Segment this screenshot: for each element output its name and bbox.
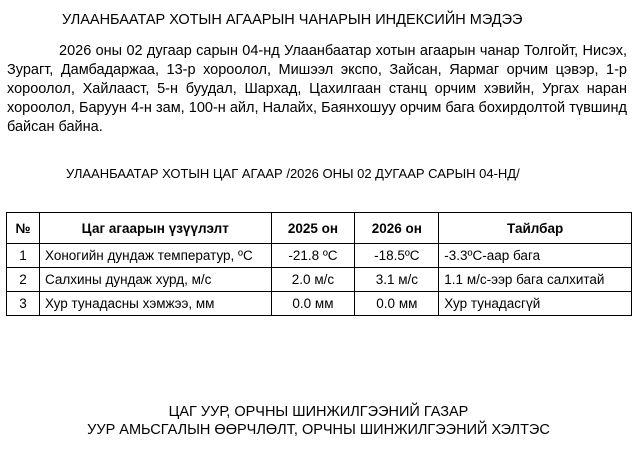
row-number: 2: [7, 268, 40, 292]
row-note: 1.1 м/с-ээр бага салхитай: [439, 268, 632, 292]
row-value-2026: 0.0 мм: [355, 292, 439, 316]
row-value-2026: 3.1 м/с: [355, 268, 439, 292]
summary-text: 2026 оны 02 дугаар сарын 04-нд Улаанбаатар хотын агаарын чанар Толгойт, Нисэх, Зурагт, Дамбадаржаа, 13-р хороолол, Мишээл экспо, Зайсан, Яармаг орчим цэвэр, 1-р хороолол, Хайлааст, 5-н буудал, Шархад, Цахилгаан станц орчим хэвийн, Ургах наран хороолол, Баруун 4-н зам, 100-н айл, Налайх, Баянхошуу орчим бага бохирдолтой түвшинд байсан байна.: [7, 43, 627, 135]
header-indicator: Цаг агаарын үзүүлэлт: [39, 213, 271, 244]
document-title: УЛААНБААТАР ХОТЫН АГААРЫН ЧАНАРЫН ИНДЕКСИЙН МЭДЭЭ: [62, 12, 523, 28]
row-indicator: Хур тунадасны хэмжээ, мм: [39, 292, 271, 316]
row-note: -3.3ºС-аар бага: [439, 244, 632, 268]
weather-table: [6, 212, 632, 316]
table-row: [7, 244, 632, 268]
table-row: [7, 268, 632, 292]
row-indicator: Салхины дундаж хурд, м/с: [39, 268, 271, 292]
header-2025: 2025 он: [271, 213, 355, 244]
header-number: №: [7, 213, 40, 244]
row-value-2026: -18.5ºС: [355, 244, 439, 268]
row-number: 1: [7, 244, 40, 268]
header-note: Тайлбар: [439, 213, 632, 244]
row-value-2025: -21.8 ºС: [271, 244, 355, 268]
table-row: [7, 292, 632, 316]
weather-subtitle: УЛААНБААТАР ХОТЫН ЦАГ АГААР /2026 ОНЫ 02 ДУГААР САРЫН 04-НД/: [66, 166, 520, 181]
table-header-row: [7, 213, 632, 244]
footer-agency: ЦАГ УУР, ОРЧНЫ ШИНЖИЛГЭЭНИЙ ГАЗАР: [168, 404, 469, 420]
row-note: Хур тунадасгүй: [439, 292, 632, 316]
footer-department: УУР АМЬСГАЛЫН ӨӨРЧЛӨЛТ, ОРЧНЫ ШИНЖИЛГЭЭНИЙ ХЭЛТЭС: [87, 422, 550, 438]
row-value-2025: 2.0 м/с: [271, 268, 355, 292]
summary-paragraph: [7, 42, 627, 137]
row-indicator: Хоногийн дундаж температур, ºС: [39, 244, 271, 268]
header-2026: 2026 он: [355, 213, 439, 244]
row-number: 3: [7, 292, 40, 316]
row-value-2025: 0.0 мм: [271, 292, 355, 316]
